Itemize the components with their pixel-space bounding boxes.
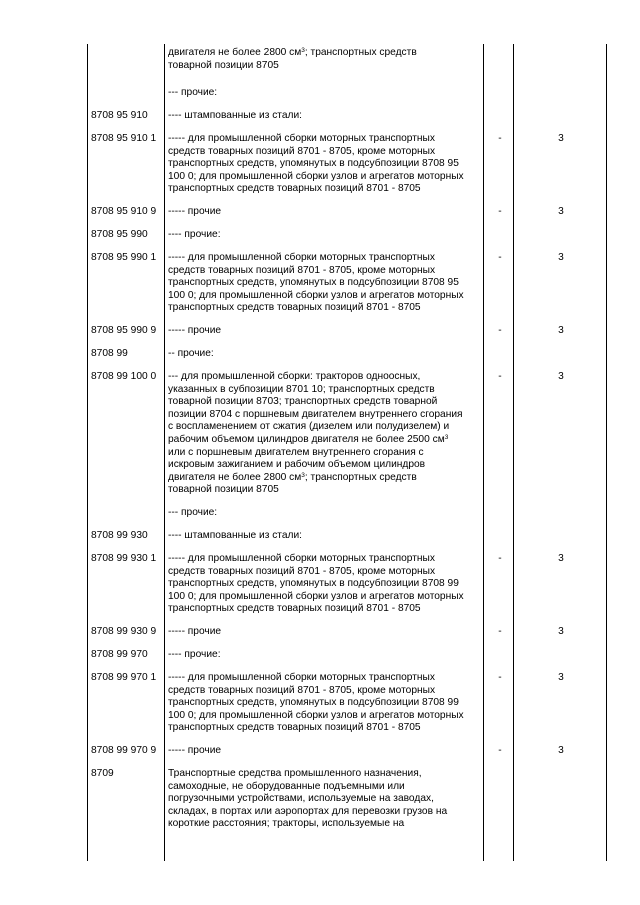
description-line: рабочим объемом цилиндров двигателя не более 2500 $см^3$ (168, 433, 449, 445)
goods-description (168, 371, 480, 497)
description-line: транспортных средств, упомянутых в подсубпозиции 8708 95 (168, 158, 459, 170)
unit-cell: - (498, 745, 502, 756)
duty-rate-cell: 3 (558, 252, 564, 263)
unit-cell: - (498, 325, 502, 336)
description-line: ---- прочие: (168, 649, 221, 660)
description-line: 100 0; для промышленной сборки узлов и агрегатов моторных (168, 590, 464, 602)
description-line: ---- штампованные из стали: (168, 110, 302, 121)
description-line: ----- для промышленной сборки моторных транспортных (168, 672, 435, 683)
description-line: -- прочие: (168, 348, 214, 359)
description-line: указанных в субпозиции 8701 10; транспортных средств (168, 383, 435, 395)
description-line: транспортных средств товарных позиций 8701 - 8705 (168, 183, 421, 195)
description-line: ----- для промышленной сборки моторных транспортных (168, 553, 435, 564)
description-line: складах, в портах или аэропортах для перевозки грузов на (168, 805, 448, 817)
duty-rate-cell: 3 (558, 672, 564, 683)
description-line: транспортных средств товарных позиций 8701 - 8705 (168, 722, 421, 734)
goods-description (168, 252, 480, 315)
table-border-left (87, 44, 88, 861)
tariff-code: 8708 99 930 (91, 530, 148, 541)
goods-description (168, 229, 480, 242)
description-line: ----- для промышленной сборки моторных транспортных (168, 252, 435, 263)
column-divider-code (164, 44, 165, 861)
tariff-code: 8708 99 970 9 (91, 745, 157, 756)
description-line: ---- штампованные из стали: (168, 530, 302, 541)
goods-description (168, 133, 480, 196)
goods-description (168, 206, 480, 219)
description-line: товарной позиции 8703; транспортных средств товарной (168, 396, 438, 408)
description-line: транспортных средств товарных позиций 8701 - 8705 (168, 603, 421, 615)
description-line: --- для промышленной сборки: тракторов одноосных, (168, 371, 421, 382)
description-line: ---- прочие: (168, 229, 221, 240)
tariff-code: 8708 99 970 1 (91, 672, 157, 683)
unit-cell: - (498, 553, 502, 564)
description-line: Транспортные средства промышленного назначения, (168, 768, 422, 779)
description-line: 100 0; для промышленной сборки узлов и агрегатов моторных (168, 709, 464, 721)
description-line: позиции 8704 с поршневым двигателем внутреннего сгорания (168, 408, 463, 420)
description-line: двигателя не более 2800 $см^3$; транспортных средств (168, 471, 417, 483)
goods-description (168, 626, 480, 639)
unit-cell: - (498, 626, 502, 637)
column-divider-description (483, 44, 484, 861)
description-line: короткие расстояния; тракторы, используемые на (168, 818, 405, 830)
description-line: с воспламенением от сжатия (дизелем или полудизелем) и (168, 421, 450, 433)
duty-rate-cell: 3 (558, 745, 564, 756)
description-line: средств товарных позиций 8701 - 8705, кроме моторных (168, 264, 436, 276)
tariff-code: 8709 (91, 768, 114, 779)
goods-description (168, 47, 480, 72)
description-line: двигателя не более 2800 $см^3$; транспортных средств (168, 47, 417, 58)
description-line: искровым зажиганием и рабочим объемом цилиндров (168, 459, 426, 471)
description-line: ----- прочие (168, 745, 222, 756)
table-border-right (606, 44, 607, 861)
goods-description (168, 87, 480, 100)
unit-cell: - (498, 252, 502, 263)
goods-description (168, 325, 480, 338)
unit-cell: - (498, 672, 502, 683)
description-line: средств товарных позиций 8701 - 8705, кроме моторных (168, 145, 436, 157)
description-line: средств товарных позиций 8701 - 8705, кроме моторных (168, 565, 436, 577)
description-line: средств товарных позиций 8701 - 8705, кроме моторных (168, 684, 436, 696)
description-line: самоходные, не оборудованные подъемными или (168, 780, 405, 792)
description-line: 100 0; для промышленной сборки узлов и агрегатов моторных (168, 170, 464, 182)
goods-description (168, 649, 480, 662)
tariff-code: 8708 95 990 9 (91, 325, 157, 336)
description-line: --- прочие: (168, 87, 218, 98)
description-line: транспортных средств, упомянутых в подсубпозиции 8708 99 (168, 697, 459, 709)
tariff-code: 8708 99 100 0 (91, 371, 157, 382)
tariff-code: 8708 95 990 (91, 229, 148, 240)
tariff-code: 8708 95 910 1 (91, 133, 157, 144)
duty-rate-cell: 3 (558, 371, 564, 382)
description-line: ----- прочие (168, 325, 222, 336)
description-line: товарной позиции 8705 (168, 59, 279, 71)
description-line: 100 0; для промышленной сборки узлов и агрегатов моторных (168, 289, 464, 301)
duty-rate-cell: 3 (558, 553, 564, 564)
description-line: товарной позиции 8705 (168, 484, 279, 496)
unit-cell: - (498, 133, 502, 144)
description-line: транспортных средств, упомянутых в подсубпозиции 8708 99 (168, 578, 459, 590)
description-line: погрузочными устройствами, используемые на заводах, (168, 793, 434, 805)
goods-description (168, 672, 480, 735)
unit-cell: - (498, 206, 502, 217)
tariff-code: 8708 99 970 (91, 649, 148, 660)
description-line: или с поршневым двигателем внутреннего сгорания с (168, 446, 424, 458)
description-line: ----- для промышленной сборки моторных транспортных (168, 133, 435, 144)
goods-description (168, 110, 480, 123)
duty-rate-cell: 3 (558, 626, 564, 637)
description-line: ----- прочие (168, 206, 222, 217)
description-line: транспортных средств товарных позиций 8701 - 8705 (168, 302, 421, 314)
goods-description (168, 768, 480, 831)
description-line: ----- прочие (168, 626, 222, 637)
duty-rate-cell: 3 (558, 133, 564, 144)
column-divider-unit (513, 44, 514, 861)
goods-description (168, 348, 480, 361)
duty-rate-cell: 3 (558, 206, 564, 217)
tariff-code: 8708 95 990 1 (91, 252, 157, 263)
goods-description (168, 553, 480, 616)
tariff-code: 8708 95 910 (91, 110, 148, 121)
goods-description (168, 745, 480, 758)
unit-cell: - (498, 371, 502, 382)
description-line: транспортных средств, упомянутых в подсубпозиции 8708 95 (168, 277, 459, 289)
description-line: --- прочие: (168, 507, 218, 518)
tariff-code: 8708 99 930 1 (91, 553, 157, 564)
goods-description (168, 507, 480, 520)
duty-rate-cell: 3 (558, 325, 564, 336)
tariff-code: 8708 99 930 9 (91, 626, 157, 637)
tariff-code: 8708 99 (91, 348, 128, 359)
goods-description (168, 530, 480, 543)
tariff-code: 8708 95 910 9 (91, 206, 157, 217)
